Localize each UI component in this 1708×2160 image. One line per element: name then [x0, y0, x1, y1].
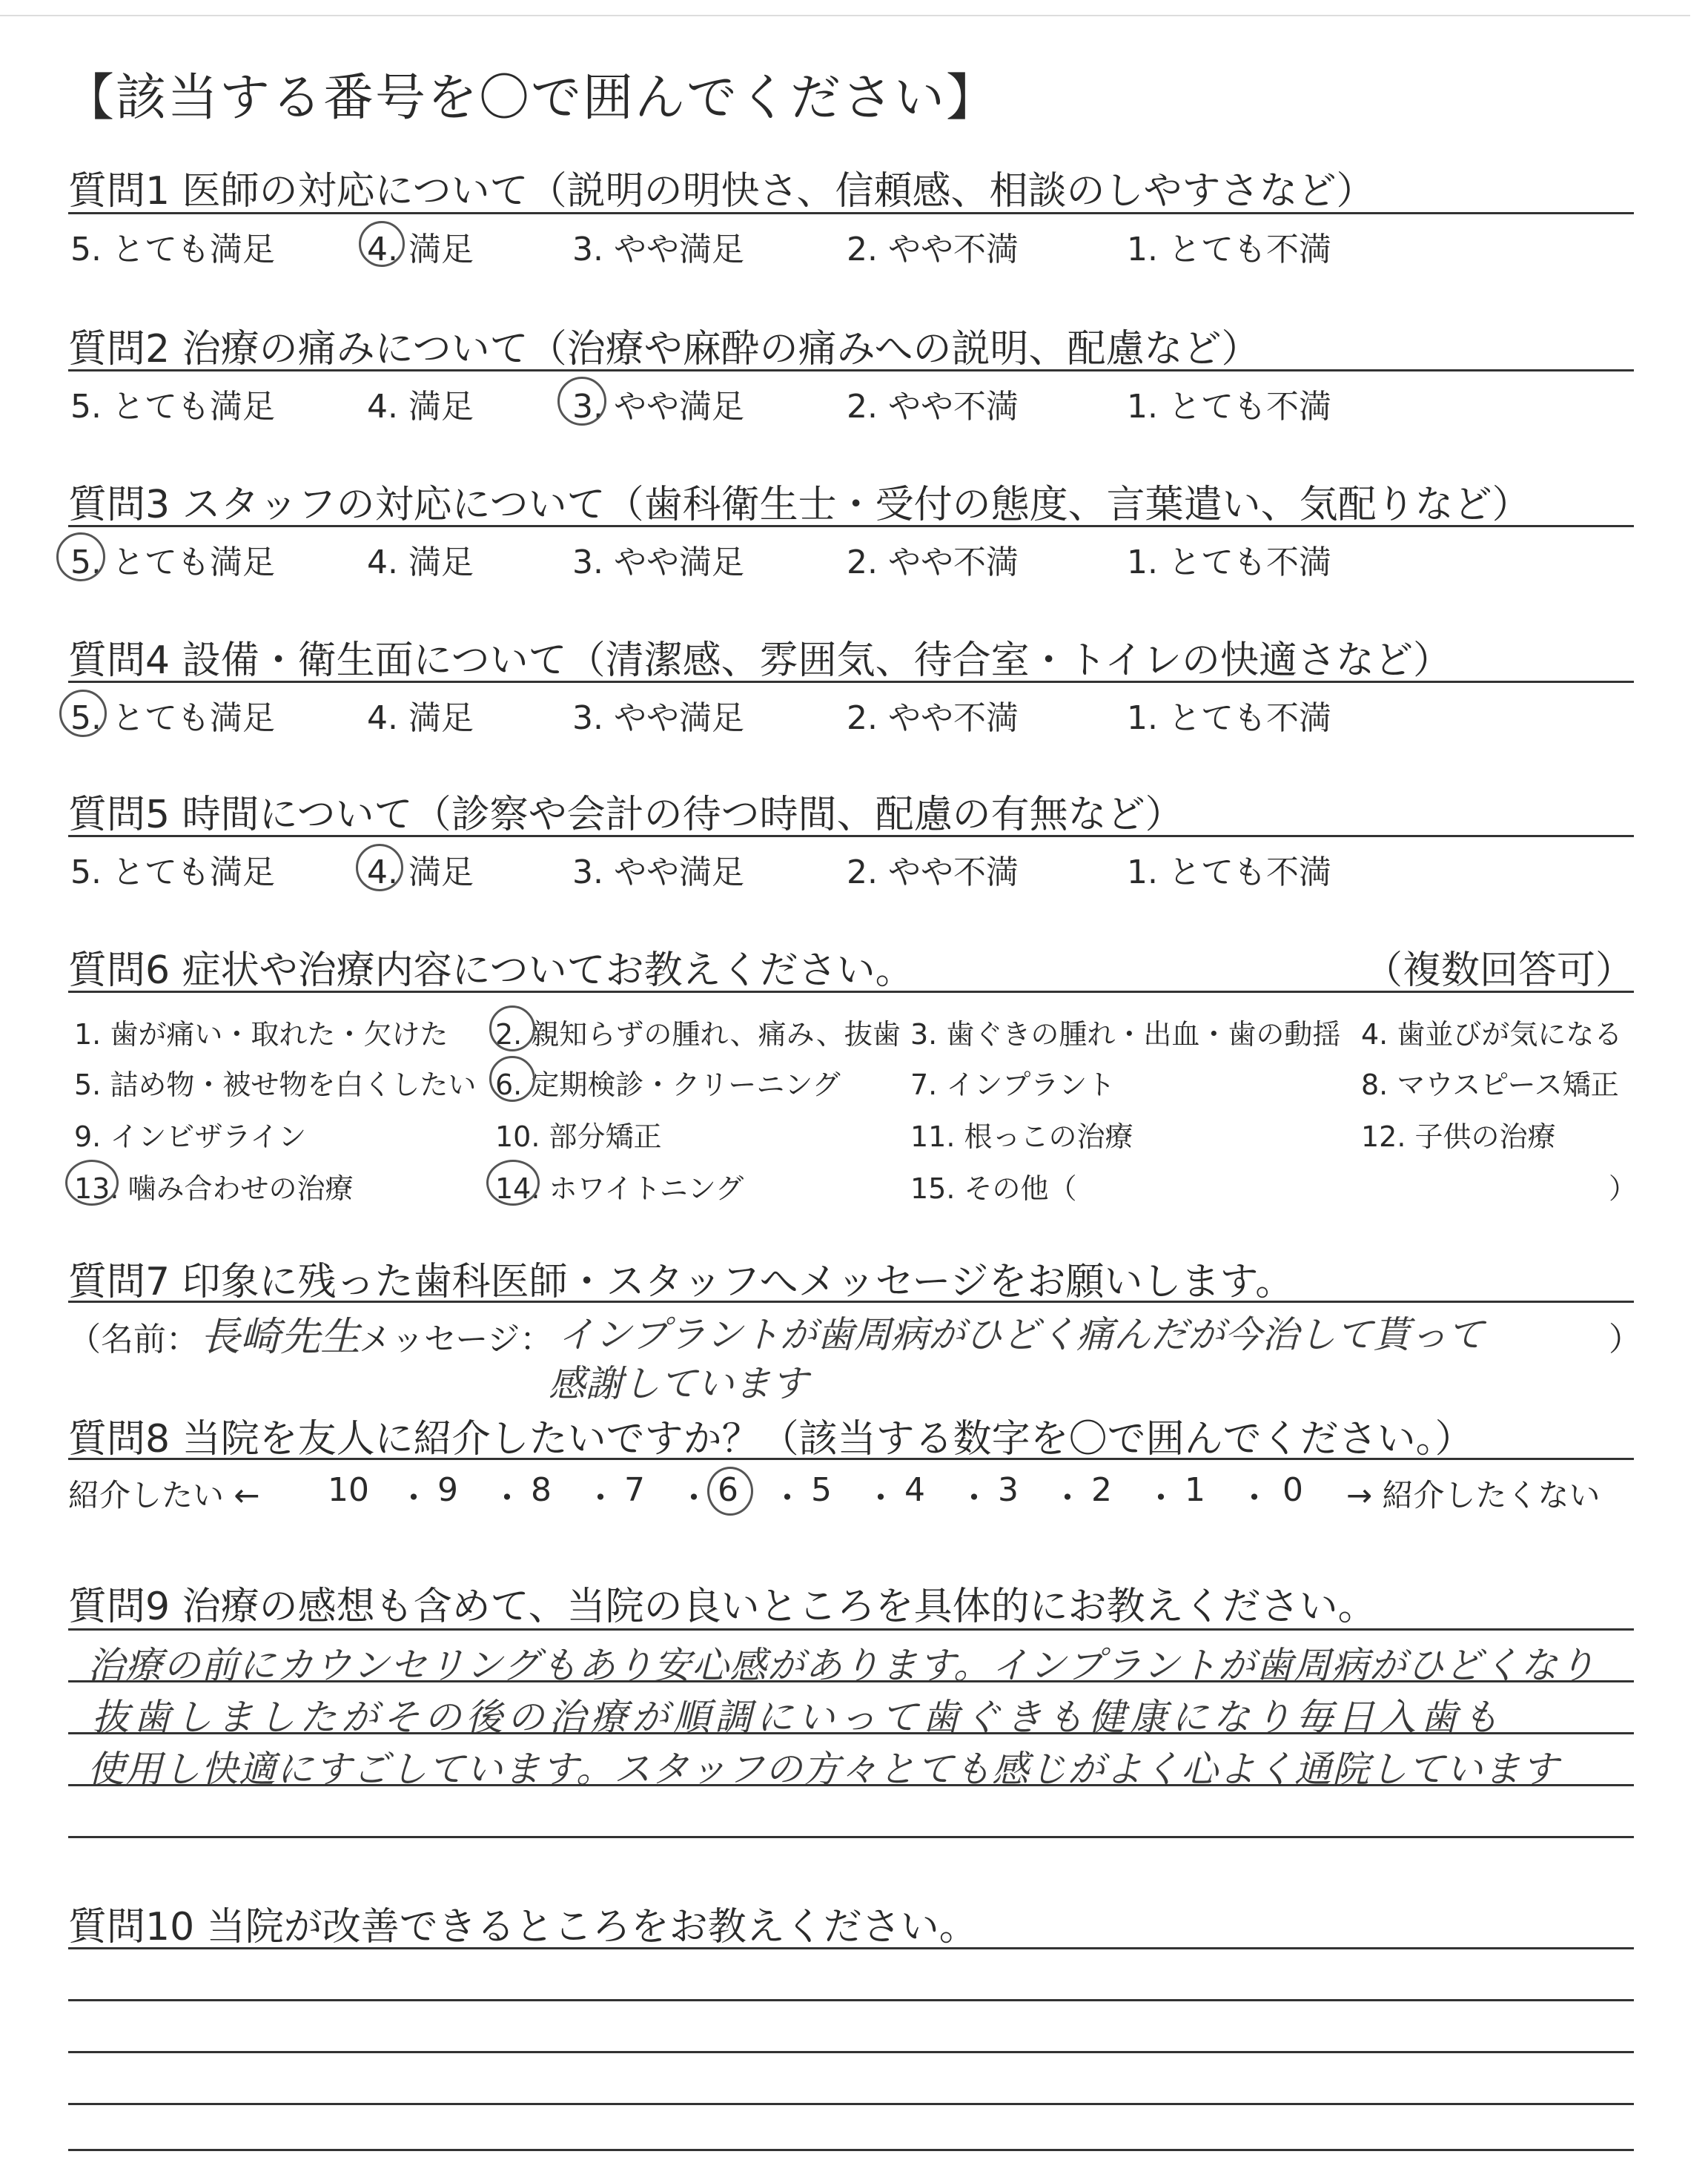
q7-name-label: （名前：	[68, 1321, 199, 1358]
question-9-rule-1	[68, 1628, 1634, 1631]
question-1-rule	[68, 212, 1634, 214]
q8-scale-1[interactable]: 1	[1185, 1471, 1205, 1509]
q8-scale-10[interactable]: 10	[328, 1471, 369, 1509]
q2-option-1[interactable]: 1. とても不満	[1127, 388, 1331, 426]
q8-scale-9[interactable]: 9	[437, 1471, 458, 1509]
question-10-rule-3	[68, 2051, 1634, 2053]
q8-dot: ・	[1238, 1479, 1271, 1517]
q3-option-2[interactable]: 2. やや不満	[847, 544, 1019, 581]
q1-option-5[interactable]: 5. とても満足	[70, 231, 275, 268]
q8-scale-4[interactable]: 4	[904, 1471, 925, 1509]
q8-scale-6[interactable]: 6	[718, 1471, 738, 1509]
q6-option-3[interactable]: 3. 歯ぐきの腫れ・出血・歯の動揺	[910, 1018, 1341, 1051]
q2-option-3[interactable]: 3. やや満足	[572, 388, 744, 426]
q4-selected-circle	[59, 690, 107, 737]
question-10-label: 質問10 当院が改善できるところをお教えください。	[68, 1905, 978, 1949]
q3-option-4[interactable]: 4. 満足	[367, 544, 474, 581]
question-2-label: 質問2 治療の痛みについて（治療や麻酔の痛みへの説明、配慮など）	[68, 327, 1260, 371]
question-5-rule	[68, 835, 1634, 837]
question-10-rule-5	[68, 2149, 1634, 2151]
question-5-label: 質問5 時間について（診察や会計の待つ時間、配慮の有無など）	[68, 793, 1184, 837]
q8-right-label: → 紹介したくない	[1346, 1477, 1601, 1513]
question-3-rule	[68, 525, 1634, 527]
q8-dot: ・	[771, 1479, 804, 1517]
q6-option-4[interactable]: 4. 歯並びが気になる	[1361, 1018, 1623, 1051]
q6-option-14[interactable]: 14. ホワイトニング	[495, 1172, 744, 1205]
q5-option-1[interactable]: 1. とても不満	[1127, 853, 1331, 891]
question-8-label: 質問8 当院を友人に紹介したいですか？（該当する数字を〇で囲んでください。）	[68, 1417, 1474, 1462]
question-6-rule	[68, 991, 1634, 993]
q2-selected-circle	[557, 377, 606, 426]
q9-answer-line-2[interactable]: 抜歯しましたがその後の治療が順調にいって歯ぐきも健康になり毎日入歯も	[92, 1696, 1503, 1739]
q8-scale-0[interactable]: 0	[1282, 1471, 1303, 1509]
page-title: 【該当する番号を〇で囲んでください】	[64, 69, 999, 128]
question-10-rule-1	[68, 1947, 1634, 1949]
question-4-rule	[68, 681, 1634, 683]
question-3-label: 質問3 スタッフの対応について（歯科衛生士・受付の態度、言葉遣い、気配りなど）	[68, 483, 1531, 527]
q1-option-3[interactable]: 3. やや満足	[572, 231, 744, 268]
q8-dot: ・	[584, 1479, 617, 1517]
q6-option-1[interactable]: 1. 歯が痛い・取れた・欠けた	[74, 1018, 448, 1051]
q8-dot: ・	[491, 1479, 523, 1517]
q9-answer-line-3[interactable]: 使用し快適にすごしています。スタッフの方々とても感じがよく心よく通院しています	[87, 1748, 1559, 1791]
q6-selected-circle-2	[489, 1005, 535, 1051]
q6-option-5[interactable]: 5. 詰め物・被せ物を白くしたい	[74, 1069, 477, 1101]
question-8-rule	[68, 1458, 1634, 1460]
q8-scale-3[interactable]: 3	[998, 1471, 1019, 1509]
question-9-rule-5	[68, 1836, 1634, 1838]
q5-option-2[interactable]: 2. やや不満	[847, 853, 1019, 891]
q4-option-2[interactable]: 2. やや不満	[847, 699, 1019, 737]
q6-selected-circle-13	[65, 1160, 119, 1206]
q6-selected-circle-14	[486, 1160, 540, 1206]
q2-option-2[interactable]: 2. やや不満	[847, 388, 1019, 426]
q1-option-1[interactable]: 1. とても不満	[1127, 231, 1331, 268]
q1-option-2[interactable]: 2. やや不満	[847, 231, 1019, 268]
q3-option-1[interactable]: 1. とても不満	[1127, 544, 1331, 581]
q1-option-4[interactable]: 4. 満足	[367, 231, 474, 268]
question-7-rule	[68, 1301, 1634, 1303]
scan-top-edge	[0, 15, 1690, 16]
question-6-label: 質問6 症状や治療内容についてお教えください。	[68, 948, 914, 993]
q5-option-5[interactable]: 5. とても満足	[70, 853, 275, 891]
q6-option-10[interactable]: 10. 部分矯正	[495, 1120, 662, 1153]
q3-option-3[interactable]: 3. やや満足	[572, 544, 744, 581]
q6-option-6[interactable]: 6. 定期検診・クリーニング	[495, 1069, 841, 1101]
q4-option-5[interactable]: 5. とても満足	[70, 699, 275, 737]
q6-option-15-close: ）	[1609, 1172, 1638, 1205]
question-10-rule-2	[68, 1999, 1634, 2001]
q6-option-2[interactable]: 2. 親知らずの腫れ、痛み、抜歯	[495, 1018, 901, 1051]
q6-option-11[interactable]: 11. 根っこの治療	[910, 1120, 1133, 1153]
question-9-label: 質問9 治療の感想も含めて、当院の良いところを具体的にお教えください。	[68, 1585, 1377, 1629]
q7-close-paren: ）	[1609, 1321, 1641, 1358]
question-2-rule	[68, 369, 1634, 371]
q8-left-label: 紹介したい ←	[68, 1477, 260, 1513]
q4-option-1[interactable]: 1. とても不満	[1127, 699, 1331, 737]
q8-dot: ・	[1145, 1479, 1177, 1517]
q8-dot: ・	[1051, 1479, 1084, 1517]
q7-message-line-2[interactable]: 感謝しています	[549, 1362, 808, 1405]
q8-dot: ・	[958, 1479, 990, 1517]
q4-option-4[interactable]: 4. 満足	[367, 699, 474, 737]
q5-option-4[interactable]: 4. 満足	[367, 853, 474, 891]
question-6-note: （複数回答可）	[1364, 948, 1635, 993]
q4-option-3[interactable]: 3. やや満足	[572, 699, 744, 737]
q6-option-13[interactable]: 13. 噛み合わせの治療	[74, 1172, 354, 1205]
question-4-label: 質問4 設備・衛生面について（清潔感、雰囲気、待合室・トイレの快適さなど）	[68, 638, 1452, 683]
q3-option-5[interactable]: 5. とても満足	[70, 544, 275, 581]
q8-scale-8[interactable]: 8	[531, 1471, 552, 1509]
q3-selected-circle	[56, 532, 105, 581]
q8-scale-2[interactable]: 2	[1091, 1471, 1112, 1509]
q5-selected-circle	[356, 844, 403, 891]
q6-selected-circle-6	[489, 1056, 535, 1102]
q2-option-5[interactable]: 5. とても満足	[70, 388, 275, 426]
q9-answer-line-1[interactable]: 治療の前にカウンセリングもあり安心感があります。インプラントが歯周病がひどくなり	[87, 1644, 1596, 1687]
question-10-rule-4	[68, 2103, 1634, 2105]
q5-option-3[interactable]: 3. やや満足	[572, 853, 744, 891]
q8-selected-circle	[707, 1467, 753, 1516]
q6-option-8[interactable]: 8. マウスピース矯正	[1361, 1069, 1619, 1101]
question-7-label: 質問7 印象に残った歯科医師・スタッフへメッセージをお願いします。	[68, 1260, 1294, 1304]
q8-scale-7[interactable]: 7	[624, 1471, 645, 1509]
q7-message-line-1[interactable]: インプラントが歯周病がひどく痛んだが今治して貰って	[557, 1313, 1484, 1356]
q2-option-4[interactable]: 4. 満足	[367, 388, 474, 426]
q8-dot: ・	[678, 1479, 710, 1517]
q6-option-15[interactable]: 15. その他（	[910, 1172, 1077, 1205]
q8-dot: ・	[397, 1479, 430, 1517]
question-1-label: 質問1 医師の対応について（説明の明快さ、信頼感、相談のしやすさなど）	[68, 169, 1375, 214]
q6-option-7[interactable]: 7. インプラント	[910, 1069, 1116, 1101]
q7-name-value[interactable]: 長崎先生	[200, 1313, 360, 1360]
q8-scale-5[interactable]: 5	[811, 1471, 832, 1509]
q7-message-label: メッセージ：	[359, 1321, 553, 1358]
q8-dot: ・	[864, 1479, 897, 1517]
q6-option-12[interactable]: 12. 子供の治療	[1361, 1120, 1556, 1153]
q1-selected-circle	[359, 221, 405, 267]
q6-option-9[interactable]: 9. インビザライン	[74, 1120, 307, 1153]
